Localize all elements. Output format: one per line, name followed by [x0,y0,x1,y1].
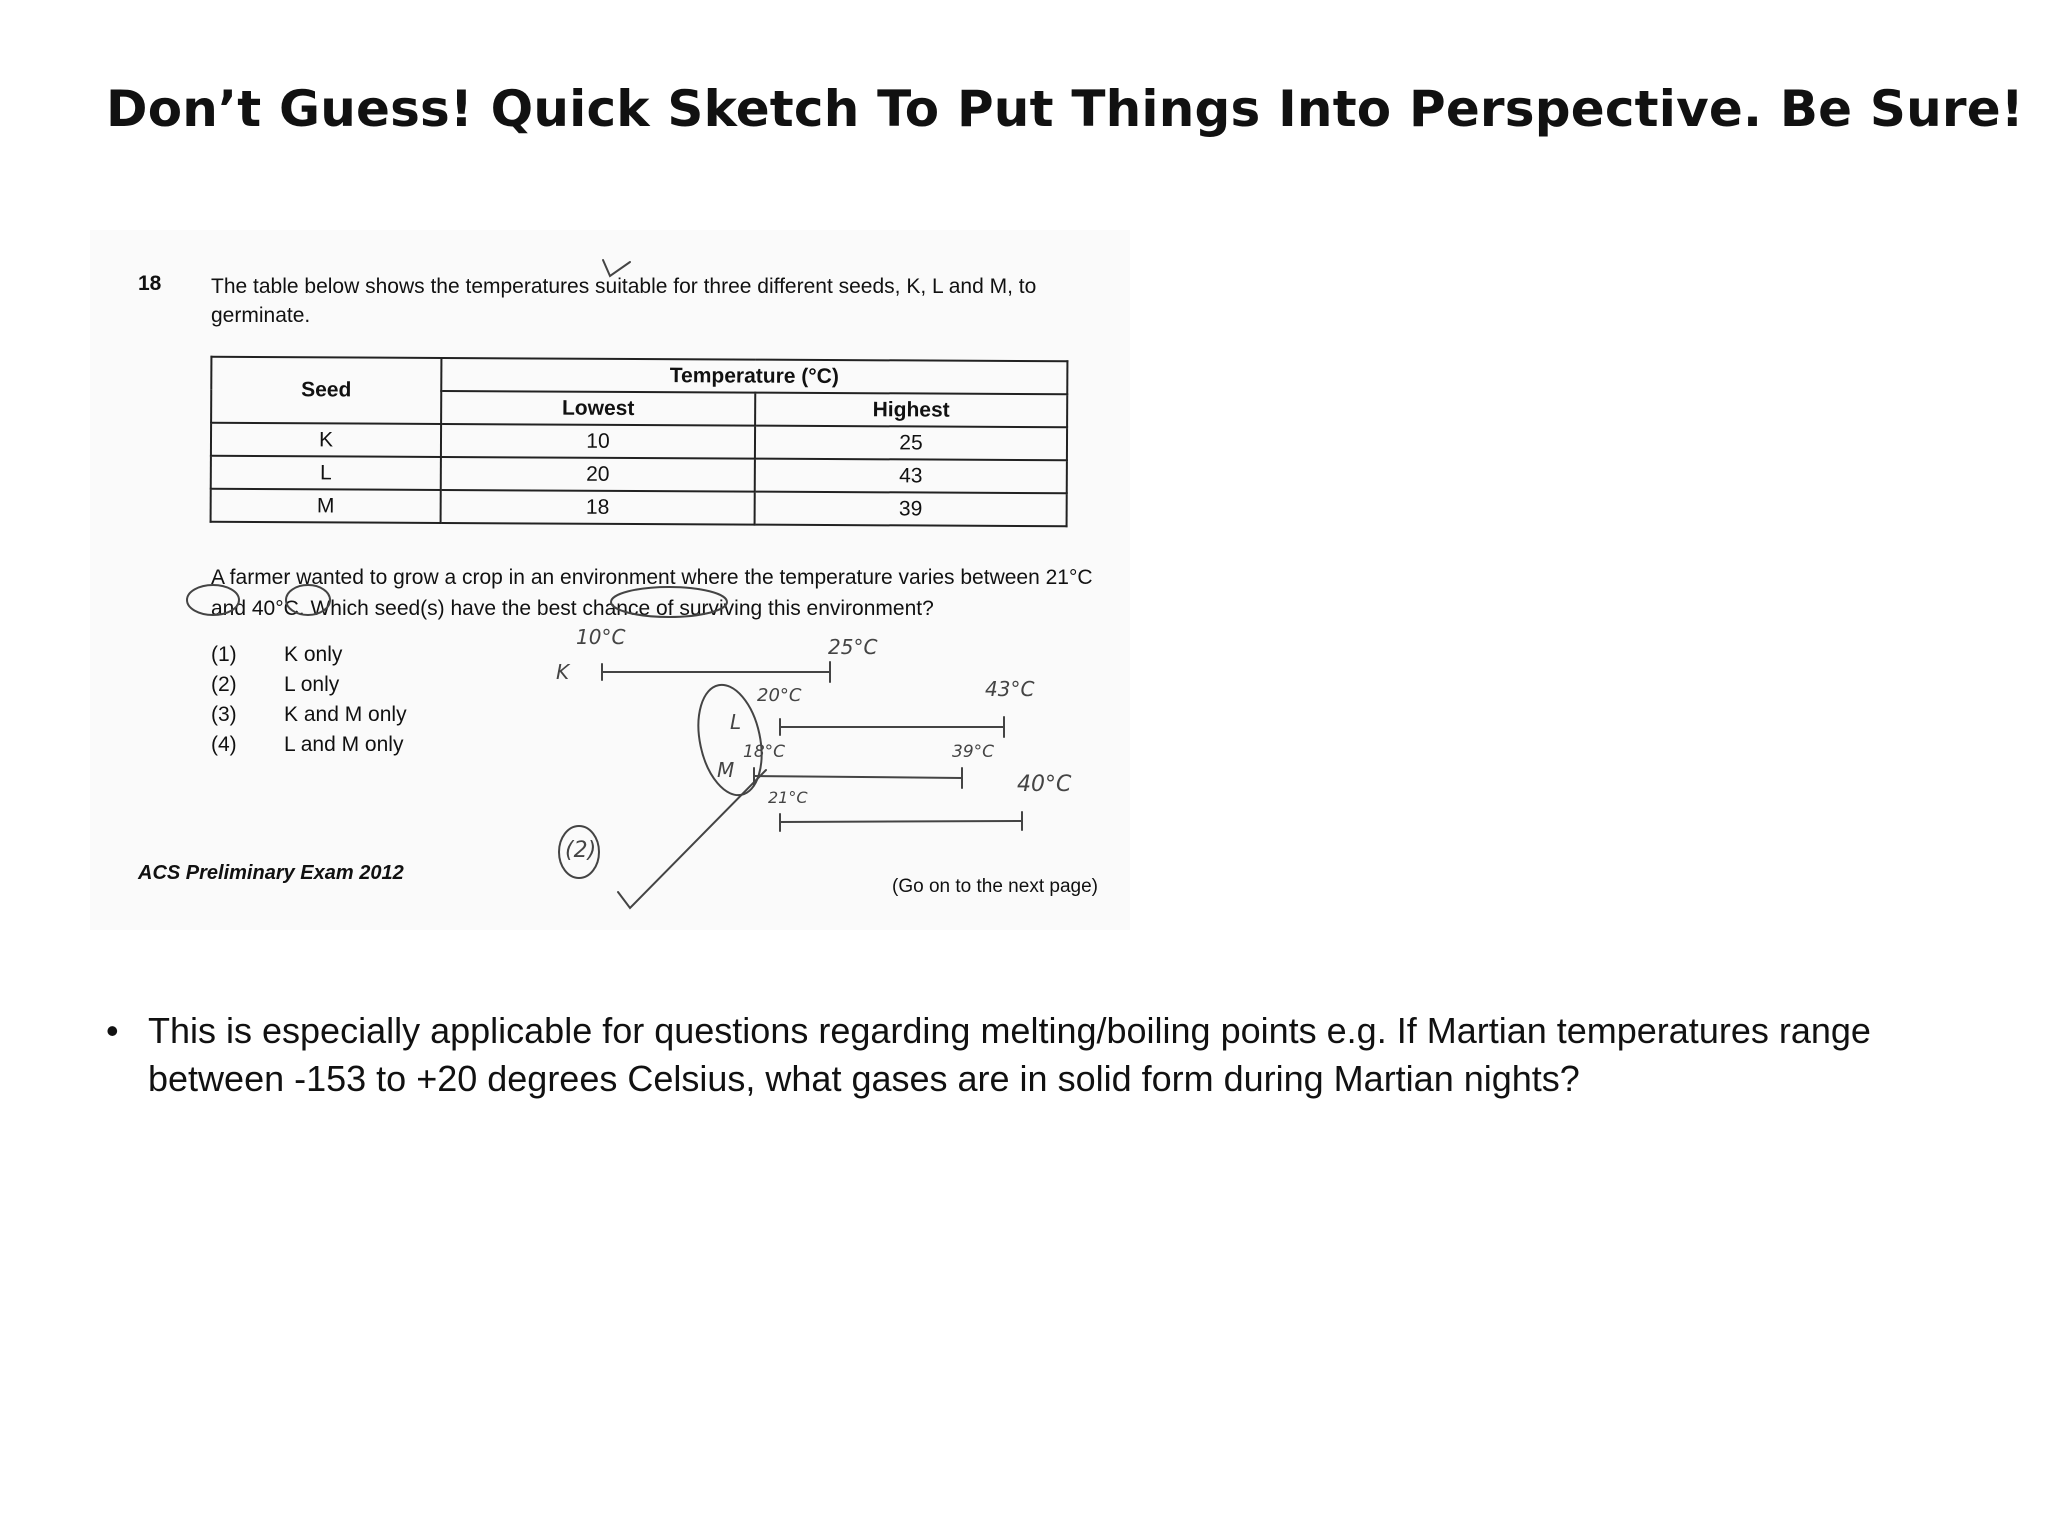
header-highest: Highest [755,393,1067,428]
exam-footer-source: ACS Preliminary Exam 2012 [138,862,404,884]
cell-seed: K [211,423,441,457]
cell-lowest: 20 [441,457,755,492]
exam-question-scan [90,230,1130,930]
question-text: The table below shows the temperatures suitable for three different seeds, K, L and M, to germinate. [211,275,1037,327]
handwritten-env-low: 21°C [768,788,808,807]
option-label: K and M only [284,703,407,726]
option-label: L and M only [284,733,404,756]
handwritten-m-high: 39°C [952,742,995,762]
cell-lowest: 10 [441,424,755,459]
header-lowest: Lowest [441,391,755,426]
option-label: L only [284,673,340,696]
handwritten-env-high: 40°C [1017,772,1072,797]
bullet-list [106,1007,1986,1103]
bullet-text: This is especially applicable for questions regarding melting/boiling points e.g. If Martian temperatures range between -153 to +20 degrees Celsius, what gases are in solid form during Martian nights? [148,1010,1871,1099]
option-number: (1) [211,643,237,666]
header-temperature: Temperature (°C) [441,358,1067,394]
handwritten-m-label: M [717,758,735,782]
header-seed: Seed [211,357,441,424]
handwritten-l-low: 20°C [757,685,802,706]
option-number: (4) [211,733,237,756]
cell-highest: 39 [755,492,1067,527]
cell-seed: L [211,456,441,490]
cell-lowest: 18 [441,490,755,525]
option-label: K only [284,643,343,666]
cell-highest: 43 [755,459,1067,494]
handwritten-k-low: 10°C [576,625,626,649]
option-number: (2) [211,673,237,696]
handwritten-sketch [90,230,1130,930]
handwritten-k-label: K [556,660,570,684]
cell-highest: 25 [755,426,1067,461]
bullet-item [106,1007,1986,1103]
handwritten-l-label: L [730,710,742,734]
handwritten-k-high: 25°C [828,635,878,659]
handwritten-m-low: 18°C [743,742,786,762]
exam-footer-next: (Go on to the next page) [892,876,1098,897]
scenario-text: A farmer wanted to grow a crop in an environment where the temperature varies between 21°C and 40°C. Which seed(s) have the best chance of surviving this environment? [211,566,1093,620]
handwritten-l-high: 43°C [985,677,1035,701]
question-number: 18 [138,272,162,295]
bullet-icon: • [106,1010,119,1051]
handwritten-answer: (2) [565,838,597,863]
slide-title: Don’t Guess! Quick Sketch To Put Things Into Perspective. Be Sure! [106,80,2024,138]
option-number: (3) [211,703,237,726]
cell-seed: M [211,489,441,523]
